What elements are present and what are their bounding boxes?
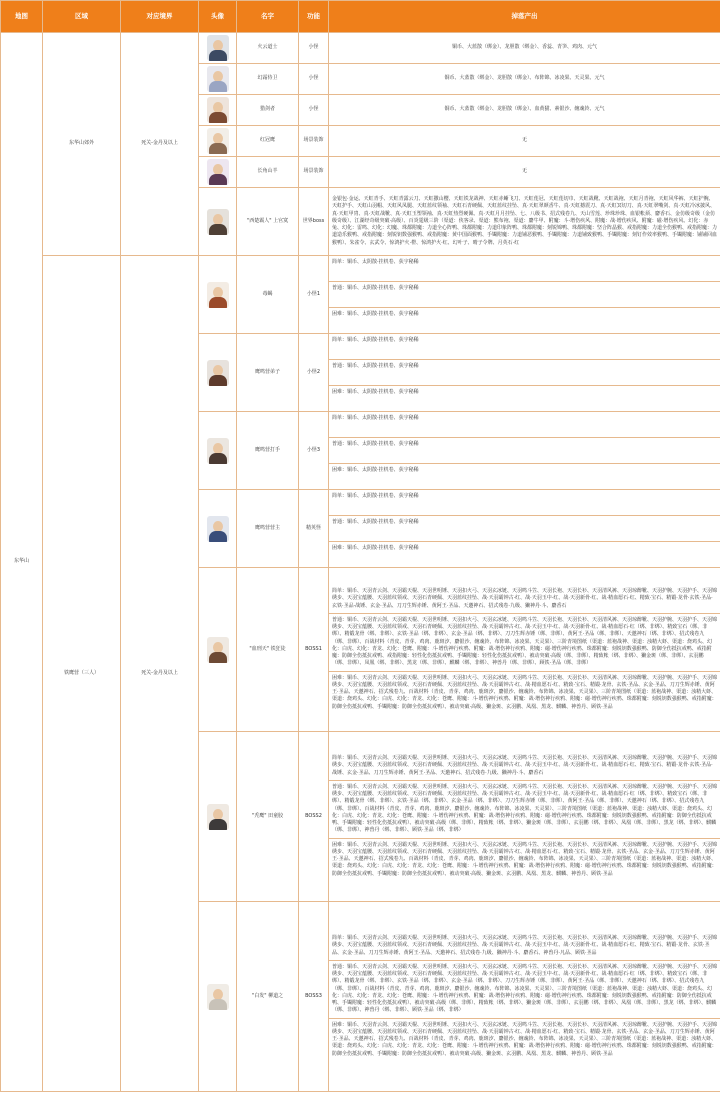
drops-easy: 简单：铜币、太阴散·挂机卷、获宇秘稀 <box>329 334 720 360</box>
scorpion-avatar <box>207 282 229 308</box>
name-cell: 毒蝎 <box>237 256 299 334</box>
drops-normal: 普通：铜币、太阴散·挂机卷、获宇秘稀 <box>329 360 720 386</box>
drops-easy: 简单：铜币、太阴散·挂机卷、获宇秘稀 <box>329 412 720 438</box>
drops-hard: 困难：铜币、太阴散·挂机卷、获宇秘稀 <box>332 389 419 395</box>
map-cell: 东华山 <box>1 33 43 1092</box>
avatar-cell <box>199 64 237 95</box>
drops-cell <box>329 412 720 490</box>
name-cell: "血刑天" 铁狂徒 <box>237 568 299 732</box>
red-crowned-crane-avatar <box>207 128 229 154</box>
name-cell: 长角山羊 <box>237 157 299 188</box>
role-cell: 小怪 <box>299 33 329 64</box>
white-robed-guard-avatar <box>207 66 229 92</box>
role-cell: 小怪3 <box>299 412 329 490</box>
drops-cell <box>329 902 720 1092</box>
armored-general-avatar <box>207 209 229 235</box>
drops-cell <box>329 256 720 334</box>
header-map: 地图 <box>1 1 43 33</box>
role-cell: 场景装饰 <box>299 157 329 188</box>
name-cell: 幻霜侍卫 <box>237 64 299 95</box>
role-cell: BOSS3 <box>299 902 329 1092</box>
header-region: 区域 <box>43 1 121 33</box>
avatar-cell <box>199 334 237 412</box>
region-cell: 东华山郊外 <box>43 33 121 256</box>
avatar-cell <box>199 95 237 126</box>
name-cell: 鹰鸣营营主 <box>237 490 299 568</box>
drops-normal: 普通：铜币、太阴散·挂机卷、获宇秘稀 <box>329 516 720 542</box>
drops-easy: 简单：铜币、太阴散·挂机卷、获宇秘稀 <box>329 256 720 282</box>
name-cell: 猎剑者 <box>237 95 299 126</box>
table-header-row <box>1 1 720 33</box>
drops-normal: 普通：铜币、天羽青云剑、天羽霸天棍、天羽世明锤、天羽扣火弓、天羽玄冰链、天羽鸣斗笠、天羽长袍、天羽长衫、天羽清风裤、天羽琼醉靴、天羽护腕、天羽护手、天羽锦绣步、天羽宝蕴腰、天羽蓝纹领戒、天羽石青硬佩、天羽蓝纹挂坠、战·天羽霸钟古·红、战·天羽玉中·红、战·天羽新骨·红、战·精血愿石·红（绑、非绑）、精致宝石（绑、非绑）、精锻龙骨（绑、非绑）、玄铁·圣品（绑、非绑）、玄金·圣品（绑、非绑）、刀刀生辉赤锤（绑、非绑）、黄阿王·圣品（绑、非绑）、天邀神石（绑、非绑）、招式残卷九（绑、非绑）、百战材料（青皮、青芽、鸡肉、鹿斑汐、麝银沙、缠魂铃、布阵锦、冰凌果、天灵果）、三阶青境图纸（渠道：蓝袍战神、渠道：浊精大虾、渠道：烧鸡头、幻化：白虎、幻化：青龙、幻化：苍鹰、附魔：斗·增伤神行疾鸦、附魔：战·增伤神行疾鸦、附魔：磁·增伤神行疾鸦、珠都附魔：刻锐钥数强猴鸭、防御全伤抵抗戒鸭、戒指附魔：防御全伤抵抗戒鸭、戒指附魔：轻性化伤抵抗戒鸭、手镯附魔：轻性化伤抵抗戒鸭）、被动突破·高级（绑、非绑）、精致帐（绑、非绑）、獭金斑（绑、非绑）、玄羽鹏（绑、非绑）、凤凰（绑、非绑）、黑龙（绑、非绑）、麒麟（绑、非绑）、神兽丹（绑、非绑）、顾铁·圣品（绑、非绑） <box>329 614 720 672</box>
role-cell: 小怪1 <box>299 256 329 334</box>
avatar-cell <box>199 568 237 732</box>
drops-cell: 金银包·金运、天虹青手、天虹青露云刀、天虹撒山樱、天虹铁龙战神、天虹赤蜥飞刀、天虹莲冠、天虹莲切巾、天虹战靴、天虹战袍、天虹月青袍、天虹风华裤、天虹护腕、天虹护手、天虹山羽帽、天虹风凤腿、天虹蓝纹领袖、天虹石青硬佩、天虹蓝纹挂坠、真·天虹翠颜香牛、真·天虹撼震刀、真·天虹冥切刀、真·天虹翠嘴剑、真·天虹冷冰披风、真·天虹甲胄、真·天虹战靴、真·天虹玉塑领袖、真·天虹热烈硬佩、真·天虹月月挂坠、七、八级书、招式残卷九、天山雪莲、珍珠珍珠、血银帐须、麝香石、金仿级奇级（金仿级奇级）、江湖经奇级突破·高级）、百炎霆级三阶（渠道：侠客录、渠道：熊布袍、渠道：麝牛甲、附魔：斗·增伤疾风、附魔：战·增伤疾风、附魔：磁·增伤疾风、幻化：赤兔、幻化：雷鸣、幻化：幻魔、珠都附魔：力道全心阵鸭、珠都附魔：力道印象阵鸭、珠都附魔：刻锐锦鸭、珠都附魔：坚合阵晶猴、戒指附魔：力道全伤猴鸭、戒指附魔：力道造乐猴鸭、戒指附魔：刻锐钥数强猴鸭、戒指附魔：黄中国面猴鸭、手镯附魔：力道铺恶猴鸭、手镯附魔：力道铺致猴鸭、手镯附魔：刻钉作效率猴鸭、手镯附魔：铺铺回血猴鸭）、朱雀令、玄武令、惊鸿护火·橙、惊鸿护火·红、幻叶子、晴子令牌、月英石·红 <box>329 188 720 256</box>
name-cell: 鹰鸣营弟子 <box>237 334 299 412</box>
drops-cell <box>329 334 720 412</box>
name-cell: 火云道士 <box>237 33 299 64</box>
drops-cell: 铜币、大蓝散（绑金）、龙胆散（绑金）、血黄猫、素银沙、缠魂铃、元气 <box>329 95 720 126</box>
drops-cell <box>329 732 720 902</box>
header-name: 名字 <box>237 1 299 33</box>
avatar-cell <box>199 33 237 64</box>
role-cell: BOSS2 <box>299 732 329 902</box>
white-haired-elder-avatar <box>207 984 229 1010</box>
drops-hard: 困难：铜币、天羽青云剑、天羽霸天棍、天羽世明锤、天羽扣火弓、天羽玄冰链、天羽鸣斗笠、天羽长袍、天羽长衫、天羽清风裤、天羽琼醉靴、天羽护腕、天羽护手、天羽锦绣步、天羽宝蕴腰、天羽蓝纹领戒、天羽石青硬佩、天羽蓝纹挂坠、战·天羽霸钟古·红、战·精血愿石·红、精致·宝石、精锻·龙骨、玄铁·圣品、玄金·圣品、刀刀生辉赤锤、黄阿王·圣品、天邀神石、招式残卷九、百战材料（青皮、青芽、鸡肉、鹿斑汐、麝银沙、缠魂铃、布阵锦、冰凌果、天灵果）、三阶青境图纸（渠道：蓝袍战神、渠道：浊精大虾、渠道：烧鸡头、幻化：白虎、幻化：青龙、幻化：苍鹰、附魔：斗·增伤神行疾鸦、附魔：战·增伤神行疾鸦、附魔：磁·增伤神行疾鸦、珠都附魔：刻锐钥数强猴鸭、戒指附魔：防御全伤抵抗戒鸭、手镯附魔：防御全伤抵抗戒鸭）、被动突破·高级、獭金斑、玄羽鹏、凤凰、黑龙、麒麟、神兽丹、顾铁·圣品 <box>332 1021 718 1057</box>
role-cell: 精英怪 <box>299 490 329 568</box>
header-realm: 对应境界 <box>121 1 199 33</box>
avatar-cell <box>199 188 237 256</box>
header-role: 功能 <box>299 1 329 33</box>
avatar-cell <box>199 902 237 1092</box>
region-cell: 铁鹰营（三人） <box>43 256 121 1092</box>
drops-normal: 普通：铜币、太阴散·挂机卷、获宇秘稀 <box>329 282 720 308</box>
bearded-brute-avatar <box>207 804 229 830</box>
drops-cell: 无 <box>329 126 720 157</box>
role-cell: 小怪 <box>299 64 329 95</box>
bandit-avatar <box>207 97 229 123</box>
white-haired-swordsman-avatar <box>207 35 229 61</box>
drops-easy: 简单：铜币、天羽青云剑、天羽霸天棍、天羽世明锤、天羽扣火弓、天羽玄冰链、天羽鸣斗笠、天羽长袍、天羽长衫、天羽清风裤、天羽琼醉靴、天羽护腕、天羽护手、天羽锦绣步、天羽宝蕴腰、天羽蓝纹领戒、天羽石青硬佩、天羽蓝纹挂坠、战·天羽霸钟古·红、战·天羽玉中·红、战·天羽新骨·红、战·精血愿石·红、精致·宝石、精锻·龙骨·玄铁·圣品·玄铁·圣品·战锤、玄金·圣品、刀刀生辉赤锤、黄阿王·圣品、天邀神石、招式残卷·九级、獭神丹·斗、麝香石 <box>329 585 720 614</box>
drops-hard: 困难：铜币、太阴散·挂机卷、获宇秘稀 <box>332 545 419 551</box>
warlord-boss-avatar <box>207 637 229 663</box>
avatar-cell <box>199 126 237 157</box>
role-cell: 小怪2 <box>299 334 329 412</box>
name-cell: "秃鹰" 田童胶 <box>237 732 299 902</box>
drops-easy: 简单：铜币、太阴散·挂机卷、获宇秘稀 <box>329 490 720 516</box>
role-cell: 世界boss <box>299 188 329 256</box>
drops-cell <box>329 490 720 568</box>
role-cell: 小怪 <box>299 95 329 126</box>
drops-hard: 困难：铜币、太阴散·挂机卷、获宇秘稀 <box>332 467 419 473</box>
drops-normal: 普通：铜币、太阴散·挂机卷、获宇秘稀 <box>329 438 720 464</box>
name-cell: 鹰鸣营打手 <box>237 412 299 490</box>
drops-hard: 困难：铜币、太阴散·挂机卷、获宇秘稀 <box>332 311 419 317</box>
drops-cell: 无 <box>329 157 720 188</box>
drops-cell <box>329 568 720 732</box>
drops-hard: 困难：铜币、天羽青云剑、天羽霸天棍、天羽世明锤、天羽扣火弓、天羽玄冰链、天羽鸣斗笠、天羽长袍、天羽长衫、天羽清风裤、天羽琼醉靴、天羽护腕、天羽护手、天羽锦绣步、天羽宝蕴腰、天羽蓝纹领戒、天羽石青硬佩、天羽蓝纹挂坠、战·天羽霸钟古·红、战·精血愿石·红、精致·宝石、精锻·龙骨、玄铁·圣品、玄金·圣品、刀刀生辉赤锤、黄阿王·圣品、天邀神石、招式残卷九、百战材料（青皮、青芽、鸡肉、鹿斑汐、麝银沙、缠魂铃、布阵锦、冰凌果、天灵果）、三阶青境图纸（渠道：蓝袍战神、渠道：浊精大虾、渠道：烧鸡头、幻化：白虎、幻化：青龙、幻化：苍鹰、附魔：斗·增伤神行疾鸦、附魔：战·增伤神行疾鸦、附魔：磁·增伤神行疾鸦、珠都附魔：刻锐钥数强猴鸭、戒指附魔：防御全伤抵抗戒鸭、手镯附魔：防御全伤抵抗戒鸭）、被动突破·高级、獭金斑、玄羽鹏、凤凰、黑龙、麒麟、神兽丹、顾铁·圣品 <box>332 674 718 710</box>
avatar-cell <box>199 157 237 188</box>
drops-cell: 铜币、大蓝散（绑金）、龙胆散（绑金）、香蕊、青笋、鸡肉、元气 <box>329 33 720 64</box>
hawk-guard-disciple-avatar <box>207 360 229 386</box>
drops-normal: 普通：铜币、天羽青云剑、天羽霸天棍、天羽世明锤、天羽扣火弓、天羽玄冰链、天羽鸣斗笠、天羽长袍、天羽长衫、天羽清风裤、天羽琼醉靴、天羽护腕、天羽护手、天羽锦绣步、天羽宝蕴腰、天羽蓝纹领戒、天羽石青硬佩、天羽蓝纹挂坠、战·天羽霸钟古·红、战·天羽玉中·红、战·天羽新骨·红、战·精血愿石·红（绑、非绑）、精致宝石（绑、非绑）、精锻龙骨（绑、非绑）、玄铁·圣品（绑、非绑）、玄金·圣品（绑、非绑）、刀刀生辉赤锤（绑、非绑）、黄阿王·圣品（绑、非绑）、天邀神石（绑、非绑）、招式残卷九（绑、非绑）、百战材料（青皮、青芽、鸡肉、鹿斑汐、麝银沙、缠魂铃、布阵锦、冰凌果、天灵果）、三阶青境图纸（渠道：蓝袍战神、渠道：浊精大虾、渠道：烧鸡头、幻化：白虎、幻化：青龙、幻化：苍鹰、附魔：斗·增伤神行疾鸦、附魔：战·增伤神行疾鸦、附魔：磁·增伤神行疾鸦、珠都附魔：刻锐钥数强猴鸭、戒指附魔：防御全伤抵抗戒鸭、手镯附魔：轻性化伤抵抗戒鸭）、被动突破·高级（绑、非绑）、精致帐（绑、非绑）、獭金斑（绑、非绑）、玄羽鹏（绑、非绑）、凤凰（绑、非绑）、黑龙（绑、非绑）、麒麟（绑、非绑）、神兽丹（绑、非绑）、顾铁·圣品（绑、非绑） <box>329 961 720 1019</box>
drops-easy: 简单：铜币、天羽青云剑、天羽霸天棍、天羽世明锤、天羽扣火弓、天羽玄冰链、天羽鸣斗笠、天羽长袍、天羽长衫、天羽清风裤、天羽琼醉靴、天羽护腕、天羽护手、天羽锦绣步、天羽宝蕴腰、天羽蓝纹领戒、天羽石青硬佩、天羽蓝纹挂坠、战·天羽霸钟古·红、战·天羽玉中·红、战·天羽新骨·红、战·精血愿石·红、精致·宝石、精锻·龙骨、玄铁·圣品、玄金·圣品、刀刀生辉赤锤、黄阿王·圣品、天邀神石、招式残卷·九级、獭神丹·斗、麝香石、神兽丹·凡品、顾铁·圣品 <box>329 932 720 961</box>
avatar-cell <box>199 490 237 568</box>
realm-cell: 死关-金丹及以上 <box>121 33 199 256</box>
name-cell: 红冠鹰 <box>237 126 299 157</box>
avatar-cell <box>199 256 237 334</box>
role-cell: BOSS1 <box>299 568 329 732</box>
name-cell: "白发" 柳道之 <box>237 902 299 1092</box>
hawk-guard-elite-avatar <box>207 516 229 542</box>
name-cell: "西楚霸人" 上官寞 <box>237 188 299 256</box>
header-drops: 掉落产出 <box>329 1 720 33</box>
drops-hard: 困难：铜币、天羽青云剑、天羽霸天棍、天羽世明锤、天羽扣火弓、天羽玄冰链、天羽鸣斗笠、天羽长袍、天羽长衫、天羽清风裤、天羽琼醉靴、天羽护腕、天羽护手、天羽锦绣步、天羽宝蕴腰、天羽蓝纹领戒、天羽石青硬佩、天羽蓝纹挂坠、战·天羽霸钟古·红、战·精血愿石·红、精致·宝石、精锻·龙骨、玄铁·圣品、玄金·圣品、刀刀生辉赤锤、黄阿王·圣品、天邀神石、招式残卷九、百战材料（青皮、青芽、鸡肉、鹿斑汐、麝银沙、缠魂铃、布阵锦、冰凌果、天灵果）、三阶青境图纸（渠道：蓝袍战神、渠道：浊精大虾、渠道：烧鸡头、幻化：白虎、幻化：青龙、幻化：苍鹰、附魔：斗·增伤神行疾鸦、附魔：战·增伤神行疾鸦、附魔：磁·增伤神行疾鸦、珠都附魔：刻锐钥数强猴鸭、戒指附魔：防御全伤抵抗戒鸭、手镯附魔：防御全伤抵抗戒鸭）、被动突破·高级、獭金斑、玄羽鹏、凤凰、黑龙、麒麟、神兽丹、顾铁·圣品 <box>332 841 718 877</box>
table-row <box>1 256 720 334</box>
drops-easy: 简单：铜币、天羽青云剑、天羽霸天棍、天羽世明锤、天羽扣火弓、天羽玄冰链、天羽鸣斗笠、天羽长袍、天羽长衫、天羽清风裤、天羽琼醉靴、天羽护腕、天羽护手、天羽锦绣步、天羽宝蕴腰、天羽蓝纹领戒、天羽石青硬佩、天羽蓝纹挂坠、战·天羽霸钟古·红、战·天羽玉中·红、战·天羽新骨·红、战·精血愿石·红、精致·宝石、精锻·龙骨·玄铁·圣品·战锤、玄金·圣品、刀刀生辉赤锤、黄阿王·圣品、天邀神石、招式残卷·九级、獭神丹·斗、麝香石 <box>329 752 720 781</box>
role-cell: 场景装饰 <box>299 126 329 157</box>
drops-cell: 铜币、大蓝散（绑金）、龙胆散（绑金）、布阵锦、冰凌果、天灵果、元气 <box>329 64 720 95</box>
horned-yak-avatar <box>207 159 229 185</box>
realm-cell: 死关-金丹及以上 <box>121 256 199 1092</box>
table-row <box>1 33 720 64</box>
avatar-cell <box>199 732 237 902</box>
avatar-cell <box>199 412 237 490</box>
hawk-guard-warrior-avatar <box>207 438 229 464</box>
header-avatar: 头像 <box>199 1 237 33</box>
drops-normal: 普通：铜币、天羽青云剑、天羽霸天棍、天羽世明锤、天羽扣火弓、天羽玄冰链、天羽鸣斗笠、天羽长袍、天羽长衫、天羽清风裤、天羽琼醉靴、天羽护腕、天羽护手、天羽锦绣步、天羽宝蕴腰、天羽蓝纹领戒、天羽石青硬佩、天羽蓝纹挂坠、战·天羽霸钟古·红、战·天羽玉中·红、战·天羽新骨·红、战·精血愿石·红（绑、非绑）、精致宝石（绑、非绑）、精锻龙骨（绑、非绑）、玄铁·圣品（绑、非绑）、玄金·圣品（绑、非绑）、刀刀生辉赤锤（绑、非绑）、黄阿王·圣品（绑、非绑）、天邀神石（绑、非绑）、招式残卷九（绑、非绑）、百战材料（青皮、青芽、鸡肉、鹿斑汐、麝银沙、缠魂铃、布阵锦、冰凌果、天灵果）、三阶青境图纸（渠道：蓝袍战神、渠道：浊精大虾、渠道：烧鸡头、幻化：白虎、幻化：青龙、幻化：苍鹰、附魔：斗·增伤神行疾鸦、附魔：战·增伤神行疾鸦、附魔：磁·增伤神行疾鸦、珠都附魔：刻锐钥数强猴鸭、戒指附魔：防御全伤抵抗戒鸭、手镯附魔：轻性化伤抵抗戒鸭）、被动突破·高级（绑、非绑）、精致帐（绑、非绑）、獭金斑（绑、非绑）、玄羽鹏（绑、非绑）、凤凰（绑、非绑）、黑龙（绑、非绑）、麒麟（绑、非绑）、神兽丹（绑、非绑）、顾铁·圣品（绑、非绑） <box>329 781 720 839</box>
